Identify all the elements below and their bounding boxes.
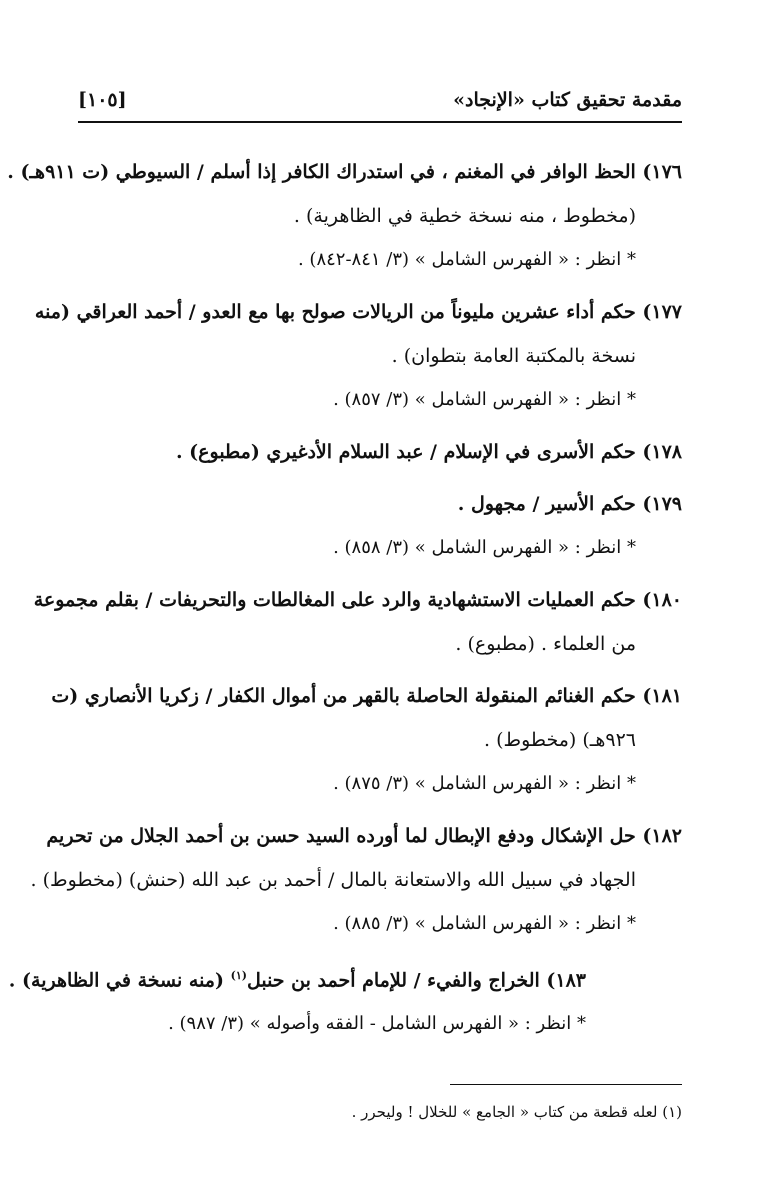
entry-180-continuation: من العلماء . (مطبوع) . bbox=[455, 633, 636, 655]
header-rule bbox=[78, 121, 682, 123]
entry-180-title: ١٨٠) حكم العمليات الاستشهادية والرد على المغالطات والتحريفات / بقلم مجموعة bbox=[33, 589, 682, 611]
entry-183-title bbox=[8, 954, 682, 1002]
footnote-rule bbox=[450, 1084, 682, 1085]
page-number: [١٠٥] bbox=[78, 89, 127, 111]
entry-176-note: (مخطوط ، منه نسخة خطية في الظاهرية) . bbox=[293, 205, 636, 227]
entry-182-continuation: الجهاد في سبيل الله والاستعانة بالمال / أحمد بن عبد الله (حنش) (مخطوط) . bbox=[30, 869, 636, 891]
entry-176-reference: * انظر : « الفهرس الشامل » (٣/ ٨٤١-٨٤٢) . bbox=[297, 249, 636, 270]
footnote-marker[interactable]: (١) bbox=[230, 969, 247, 982]
entry-178-title: ١٧٨) حكم الأسرى في الإسلام / عبد السلام الأدغيري (مطبوع) . bbox=[175, 441, 682, 463]
entry-181-reference: * انظر : « الفهرس الشامل » (٣/ ٨٧٥) . bbox=[333, 773, 636, 794]
entry-179-reference: * انظر : « الفهرس الشامل » (٣/ ٨٥٨) . bbox=[333, 537, 636, 558]
entry-181-title: ١٨١) حكم الغنائم المنقولة الحاصلة بالقهر من أموال الكفار / زكريا الأنصاري (ت bbox=[51, 685, 682, 707]
entry-176-title: ١٧٦) الحظ الوافر في المغنم ، في استدراك الكافر إذا أسلم / السيوطي (ت ٩١١هـ) . bbox=[7, 161, 682, 183]
entry-182-title: ١٨٢) حل الإشكال ودفع الإبطال لما أورده السيد حسن بن أحمد الجلال من تحريم bbox=[46, 825, 682, 847]
entry-179-title: ١٧٩) حكم الأسير / مجهول . bbox=[457, 493, 682, 515]
entry-183-title-text: ١٨٣) الخراج والفيء / للإمام أحمد بن حنبل bbox=[246, 969, 586, 992]
running-title: مقدمة تحقيق كتاب «الإنجاد» bbox=[453, 89, 682, 111]
footnote-text: (١) لعله قطعة من كتاب « الجامع » للخلال ! وليحرر . bbox=[351, 1103, 682, 1121]
entry-183-note: (منه نسخة في الظاهرية) . bbox=[8, 969, 231, 992]
entries-list bbox=[7, 150, 682, 1046]
page-header bbox=[78, 80, 682, 120]
entry-177-continuation: نسخة بالمكتبة العامة بتطوان) . bbox=[391, 345, 636, 367]
entry-183-reference: * انظر : « الفهرس الشامل - الفقه وأصوله » (٣/ ٩٨٧) . bbox=[168, 1013, 586, 1035]
entry-182-reference: * انظر : « الفهرس الشامل » (٣/ ٨٨٥) . bbox=[333, 913, 636, 934]
entry-177-reference: * انظر : « الفهرس الشامل » (٣/ ٨٥٧) . bbox=[333, 389, 636, 410]
entry-177-title: ١٧٧) حكم أداء عشرين مليوناً من الريالات صولح بها مع العدو / أحمد العراقي (منه bbox=[34, 301, 682, 323]
entry-181-continuation: ٩٢٦هـ) (مخطوط) . bbox=[484, 729, 636, 751]
